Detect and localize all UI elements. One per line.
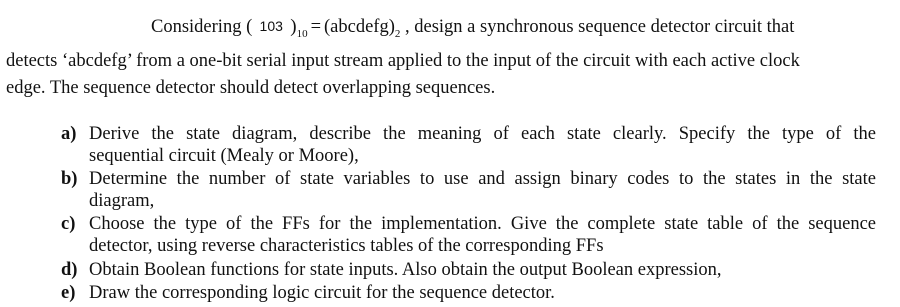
task-text-line-1: Draw the corresponding logic circuit for the sequence detector. (89, 283, 555, 303)
intro-rest: , design a synchronous sequence detector circuit that (405, 17, 795, 37)
task-text-line-2: diagram, (89, 191, 155, 211)
base-2-subscript: 2 (394, 28, 401, 40)
task-text-line-1: Derive the state diagram, describe the meaning of each state clearly. Specify the type of the (89, 124, 876, 144)
task-label: e) (61, 283, 76, 303)
equals-sign: = (310, 17, 321, 37)
intro-line-2: detects ‘abcdefg’ from a one-bit serial input stream applied to the input of the circuit with each active clock (6, 51, 800, 71)
close-paren: ) (290, 16, 297, 37)
task-text-line-2: detector, using reverse characteristics tables of the corresponding FFs (89, 236, 604, 256)
task-text-line-2: sequential circuit (Mealy or Moore), (89, 146, 359, 166)
task-text-line-1: Choose the type of the FFs for the implementation. Give the complete state table of the sequence (89, 214, 876, 234)
base-10-subscript: 10 (296, 28, 308, 40)
task-text-line-1: Obtain Boolean functions for state inputs. Also obtain the output Boolean expression, (89, 260, 722, 280)
task-label: a) (61, 124, 77, 144)
intro-line-1 (151, 15, 794, 38)
binary-word: (abcdefg) (324, 17, 395, 37)
task-label: d) (61, 260, 78, 280)
decimal-number: 103 (259, 18, 283, 34)
task-label: b) (61, 169, 78, 189)
task-label: c) (61, 214, 76, 234)
intro-lead: Considering ( (151, 17, 253, 37)
task-text-line-1: Determine the number of state variables to use and assign binary codes to the states in the state (89, 169, 876, 189)
intro-line-3: edge. The sequence detector should detect overlapping sequences. (6, 78, 496, 98)
